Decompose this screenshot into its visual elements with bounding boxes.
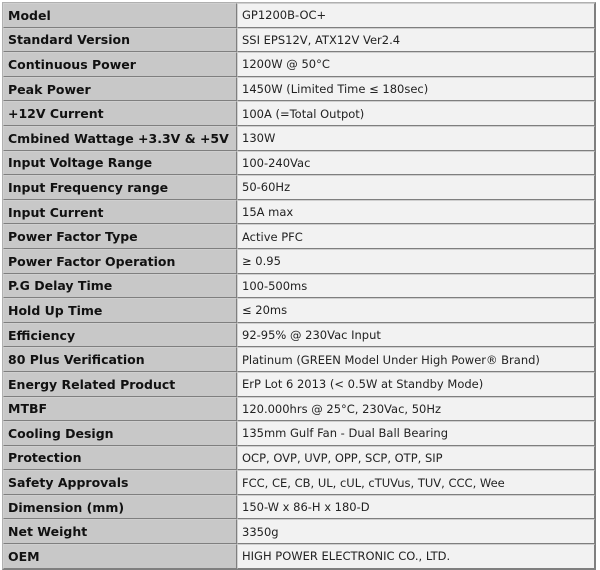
spec-row — [3, 224, 595, 249]
spec-row — [3, 175, 595, 200]
spec-label: Power Factor Operation — [3, 249, 237, 274]
spec-label: Cmbined Wattage +3.3V & +5V — [3, 126, 237, 151]
spec-value: 135mm Gulf Fan - Dual Ball Bearing — [237, 421, 595, 446]
spec-label: Input Voltage Range — [3, 151, 237, 176]
spec-row — [3, 446, 595, 471]
spec-value: GP1200B-OC+ — [237, 3, 595, 28]
spec-row — [3, 347, 595, 372]
spec-value: 92-95% @ 230Vac Input — [237, 323, 595, 348]
spec-value: OCP, OVP, UVP, OPP, SCP, OTP, SIP — [237, 446, 595, 471]
spec-row — [3, 397, 595, 422]
spec-label: Input Current — [3, 200, 237, 225]
spec-value: 100-500ms — [237, 274, 595, 299]
spec-value: 100-240Vac — [237, 151, 595, 176]
spec-row — [3, 470, 595, 495]
spec-value: 1200W @ 50°C — [237, 52, 595, 77]
spec-label: Input Frequency range — [3, 175, 237, 200]
spec-value: Platinum (GREEN Model Under High Power® Brand) — [237, 347, 595, 372]
spec-row — [3, 495, 595, 520]
spec-row — [3, 372, 595, 397]
spec-value: 130W — [237, 126, 595, 151]
spec-value: ErP Lot 6 2013 (< 0.5W at Standby Mode) — [237, 372, 595, 397]
spec-value: FCC, CE, CB, UL, cUL, cTUVus, TUV, CCC, Wee — [237, 470, 595, 495]
specifications-table — [2, 2, 596, 570]
spec-value: SSI EPS12V, ATX12V Ver2.4 — [237, 28, 595, 53]
spec-row — [3, 249, 595, 274]
spec-value: 100A (=Total Outpot) — [237, 101, 595, 126]
spec-label: MTBF — [3, 397, 237, 422]
spec-row — [3, 52, 595, 77]
spec-label: Continuous Power — [3, 52, 237, 77]
spec-label: Dimension (mm) — [3, 495, 237, 520]
spec-label: Standard Version — [3, 28, 237, 53]
spec-value: 1450W (Limited Time ≤ 180sec) — [237, 77, 595, 102]
spec-value: 120.000hrs @ 25°C, 230Vac, 50Hz — [237, 397, 595, 422]
specifications-table-body — [3, 3, 595, 569]
spec-value: 15A max — [237, 200, 595, 225]
spec-row — [3, 323, 595, 348]
spec-row — [3, 298, 595, 323]
spec-label: Safety Approvals — [3, 470, 237, 495]
spec-value: Active PFC — [237, 224, 595, 249]
spec-value: 50-60Hz — [237, 175, 595, 200]
spec-label: Cooling Design — [3, 421, 237, 446]
spec-label: Efficiency — [3, 323, 237, 348]
spec-row — [3, 200, 595, 225]
spec-value: 3350g — [237, 519, 595, 544]
spec-label: Peak Power — [3, 77, 237, 102]
spec-label: Power Factor Type — [3, 224, 237, 249]
spec-label: 80 Plus Verification — [3, 347, 237, 372]
spec-row — [3, 28, 595, 53]
spec-row — [3, 519, 595, 544]
spec-label: Net Weight — [3, 519, 237, 544]
spec-value: ≥ 0.95 — [237, 249, 595, 274]
spec-label: Model — [3, 3, 237, 28]
spec-row — [3, 3, 595, 28]
spec-label: OEM — [3, 544, 237, 569]
spec-row — [3, 126, 595, 151]
spec-label: P.G Delay Time — [3, 274, 237, 299]
spec-row — [3, 421, 595, 446]
spec-row — [3, 77, 595, 102]
spec-label: Hold Up Time — [3, 298, 237, 323]
spec-label: Energy Related Product — [3, 372, 237, 397]
spec-row — [3, 544, 595, 569]
spec-row — [3, 151, 595, 176]
spec-value: 150-W x 86-H x 180-D — [237, 495, 595, 520]
spec-label: +12V Current — [3, 101, 237, 126]
spec-label: Protection — [3, 446, 237, 471]
spec-value: ≤ 20ms — [237, 298, 595, 323]
spec-value: HIGH POWER ELECTRONIC CO., LTD. — [237, 544, 595, 569]
spec-row — [3, 101, 595, 126]
spec-row — [3, 274, 595, 299]
